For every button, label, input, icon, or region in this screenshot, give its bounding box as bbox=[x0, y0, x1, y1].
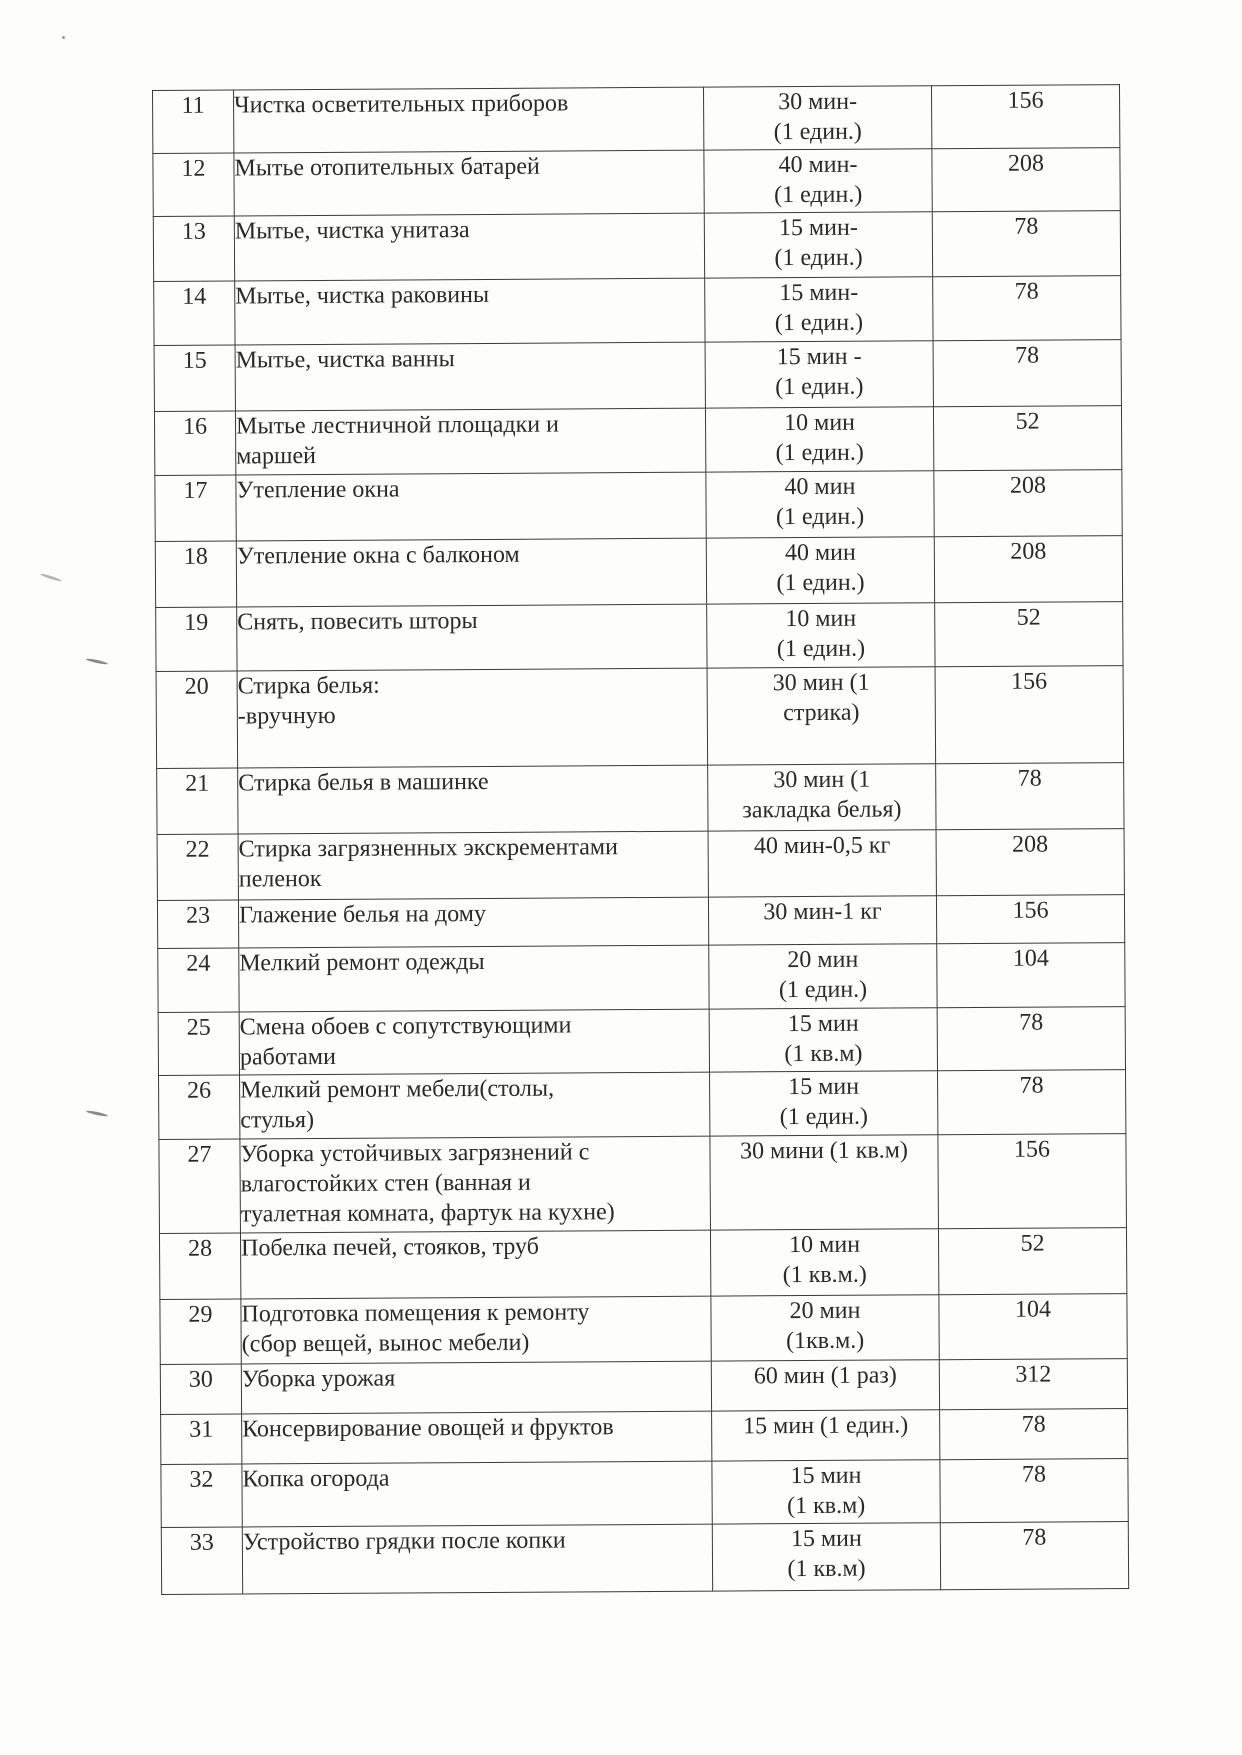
service-name-line: Консервирование овощей и фруктов bbox=[242, 1414, 614, 1443]
time-norm-line: (1 един.) bbox=[779, 1103, 868, 1131]
time-norm-line: (1 един.) bbox=[773, 181, 863, 209]
time-norm-line: закладка белья) bbox=[742, 796, 902, 824]
table-row bbox=[158, 1007, 1125, 1076]
row-number: 33 bbox=[161, 1527, 242, 1594]
table-row bbox=[155, 536, 1122, 608]
time-norm-line: (1 един.) bbox=[776, 635, 866, 663]
service-cost: 78 bbox=[940, 1459, 1128, 1523]
services-table bbox=[152, 84, 1129, 1595]
service-name bbox=[237, 668, 708, 768]
row-number: 15 bbox=[154, 345, 235, 411]
service-name bbox=[241, 1296, 711, 1364]
service-cost: 78 bbox=[937, 1007, 1125, 1071]
service-name-line: Мытье, чистка унитаза bbox=[234, 217, 470, 245]
time-norm-line: (1кв.м.) bbox=[785, 1327, 865, 1355]
time-norm bbox=[709, 944, 937, 1009]
service-name bbox=[235, 342, 705, 411]
service-cost: 78 bbox=[933, 340, 1121, 407]
service-name bbox=[239, 1009, 709, 1075]
time-norm-line: 20 мин bbox=[787, 946, 859, 974]
time-norm-line: 10 мин bbox=[789, 1231, 861, 1259]
time-norm-line: (1 един.) bbox=[775, 373, 864, 401]
services-table-body bbox=[153, 85, 1129, 1595]
row-number: 24 bbox=[158, 948, 239, 1012]
time-norm bbox=[704, 212, 932, 278]
time-norm bbox=[711, 1360, 939, 1411]
service-name-line: Побелка печей, стояков, труб bbox=[240, 1233, 539, 1262]
service-name bbox=[242, 1411, 712, 1464]
table-row bbox=[153, 211, 1120, 282]
row-number: 27 bbox=[159, 1139, 241, 1233]
service-name bbox=[240, 1230, 710, 1299]
scan-speck bbox=[40, 573, 62, 583]
service-name bbox=[235, 278, 705, 345]
service-name bbox=[236, 538, 706, 607]
time-norm-line: (1 кв.м) bbox=[787, 1555, 866, 1583]
service-cost: 78 bbox=[938, 1070, 1126, 1135]
service-name bbox=[242, 1461, 712, 1527]
service-name-line: -вручную bbox=[237, 702, 336, 730]
service-name-line: Мелкий ремонт одежды bbox=[239, 948, 485, 977]
table-row bbox=[161, 1522, 1128, 1595]
time-norm bbox=[708, 896, 936, 945]
service-name-line: Мытье лестничной площадки и bbox=[235, 411, 560, 440]
service-cost: 52 bbox=[938, 1228, 1126, 1295]
table-row bbox=[154, 340, 1121, 412]
table-row bbox=[159, 1228, 1126, 1300]
time-norm-line: (1 кв.м) bbox=[784, 1040, 863, 1068]
service-name-line: Устройство грядки после копки bbox=[242, 1527, 566, 1556]
service-name-line: Уборка урожая bbox=[241, 1365, 396, 1393]
time-norm-line: 15 мин- bbox=[779, 279, 859, 307]
row-number: 13 bbox=[153, 216, 234, 281]
time-norm bbox=[705, 277, 933, 342]
service-name bbox=[240, 1072, 710, 1139]
time-norm bbox=[705, 407, 933, 472]
service-name bbox=[240, 1136, 711, 1233]
row-number: 19 bbox=[156, 607, 237, 671]
time-norm bbox=[708, 830, 936, 897]
time-norm-line: (1 кв.м) bbox=[786, 1492, 866, 1520]
service-name-line: Уборка устойчивых загрязнений с bbox=[240, 1139, 590, 1168]
service-cost: 208 bbox=[932, 148, 1120, 212]
time-norm bbox=[704, 149, 932, 213]
time-norm-line: 10 мин bbox=[784, 409, 856, 437]
table-row bbox=[157, 763, 1124, 835]
service-cost: 78 bbox=[933, 276, 1121, 341]
service-name-line: (сбор вещей, вынос мебели) bbox=[241, 1329, 530, 1358]
service-cost: 208 bbox=[936, 829, 1124, 896]
time-norm-line: 15 мин- bbox=[778, 214, 858, 242]
service-name-line: стулья) bbox=[240, 1107, 315, 1134]
service-name bbox=[234, 150, 704, 216]
time-norm-line: 30 мин (1 bbox=[773, 766, 871, 794]
service-name-line: Стирка загрязненных экскрементами bbox=[238, 834, 618, 863]
service-cost: 156 bbox=[931, 85, 1119, 149]
row-number: 26 bbox=[159, 1075, 240, 1139]
table-row bbox=[155, 470, 1122, 542]
time-norm-line: 20 мин bbox=[789, 1297, 861, 1325]
service-cost: 104 bbox=[939, 1294, 1127, 1360]
table-row bbox=[161, 1409, 1128, 1465]
service-name-line: Глажение белья на дому bbox=[238, 900, 487, 929]
service-name-line: Подготовка помещения к ремонту bbox=[241, 1299, 590, 1328]
service-name-line: Мытье, чистка ванны bbox=[235, 346, 455, 374]
time-norm-line: (1 един.) bbox=[774, 244, 863, 272]
row-number: 31 bbox=[161, 1414, 242, 1464]
time-norm-line: (1 кв.м.) bbox=[782, 1261, 867, 1289]
scan-speck bbox=[62, 36, 65, 39]
table-row bbox=[154, 406, 1121, 476]
service-name bbox=[239, 945, 709, 1012]
time-norm-line: (1 един.) bbox=[775, 503, 865, 531]
table-row bbox=[159, 1134, 1127, 1234]
service-name-line: Утепление окна с балконом bbox=[236, 541, 520, 570]
row-number: 29 bbox=[160, 1299, 241, 1364]
row-number: 14 bbox=[154, 281, 235, 345]
time-norm-line: 40 мин bbox=[784, 473, 856, 501]
time-norm bbox=[706, 537, 934, 604]
time-norm-line: (1 един.) bbox=[778, 976, 868, 1004]
time-norm-line: (1 един.) bbox=[773, 118, 862, 146]
row-number: 16 bbox=[154, 411, 235, 475]
time-norm bbox=[712, 1523, 940, 1591]
service-name bbox=[242, 1524, 712, 1594]
scan-speck bbox=[86, 1110, 108, 1118]
service-name-line: работами bbox=[239, 1043, 337, 1071]
table-row bbox=[156, 666, 1124, 769]
row-number: 18 bbox=[155, 541, 236, 607]
time-norm-line: 30 мини (1 кв.м) bbox=[739, 1137, 909, 1165]
table-row bbox=[154, 276, 1121, 346]
time-norm bbox=[705, 341, 933, 408]
time-norm-line: стрика) bbox=[783, 699, 860, 727]
table-row bbox=[156, 602, 1123, 672]
service-cost: 156 bbox=[938, 1134, 1127, 1229]
scan-speck bbox=[86, 658, 108, 666]
time-norm bbox=[710, 1071, 938, 1136]
time-norm-line: 15 мин bbox=[790, 1525, 862, 1553]
service-name bbox=[234, 87, 704, 153]
time-norm bbox=[710, 1135, 939, 1230]
table-row bbox=[158, 943, 1125, 1013]
time-norm-line: 30 мин (1 bbox=[772, 669, 870, 697]
service-name-line: маршей bbox=[236, 443, 316, 470]
table-row bbox=[157, 895, 1124, 949]
time-norm-line: 60 мин (1 раз) bbox=[753, 1362, 897, 1390]
service-name bbox=[236, 472, 706, 541]
time-norm-line: (1 един.) bbox=[776, 569, 865, 597]
row-number: 21 bbox=[157, 768, 238, 834]
service-name-line: Утепление окна bbox=[236, 476, 400, 504]
row-number: 30 bbox=[160, 1364, 241, 1414]
time-norm-line: 30 мин- bbox=[778, 88, 858, 116]
table-row bbox=[157, 829, 1124, 901]
time-norm-line: 15 мин bbox=[788, 1073, 860, 1101]
service-name-line: Стирка белья в машинке bbox=[238, 768, 489, 797]
row-number: 25 bbox=[158, 1012, 239, 1075]
service-name bbox=[238, 897, 708, 948]
service-cost: 104 bbox=[937, 943, 1125, 1008]
row-number: 11 bbox=[153, 90, 234, 153]
service-name bbox=[237, 604, 707, 671]
table-row bbox=[160, 1359, 1127, 1415]
service-name bbox=[238, 765, 708, 834]
service-cost: 208 bbox=[934, 470, 1122, 537]
service-name-line: влагостойких стен (ванная и bbox=[240, 1169, 531, 1198]
service-cost: 78 bbox=[936, 763, 1124, 830]
service-name bbox=[238, 831, 708, 900]
service-name bbox=[241, 1361, 711, 1414]
table-row bbox=[160, 1294, 1127, 1365]
service-cost: 312 bbox=[939, 1359, 1127, 1410]
time-norm-line: 15 мин (1 един.) bbox=[743, 1412, 909, 1440]
service-cost: 78 bbox=[940, 1522, 1128, 1590]
row-number: 32 bbox=[161, 1464, 242, 1527]
row-number: 23 bbox=[157, 900, 238, 948]
time-norm-line: 15 мин - bbox=[776, 343, 862, 371]
table-row bbox=[153, 85, 1120, 154]
table-row bbox=[153, 148, 1120, 217]
service-name-line: Мытье отопительных батарей bbox=[234, 153, 540, 182]
time-norm bbox=[709, 1008, 937, 1072]
time-norm-line: (1 един.) bbox=[774, 309, 864, 337]
service-name-line: Мытье, чистка раковины bbox=[235, 281, 490, 310]
time-norm bbox=[707, 603, 935, 668]
service-cost: 52 bbox=[935, 602, 1123, 667]
table-row bbox=[161, 1459, 1128, 1528]
service-name bbox=[235, 408, 705, 475]
time-norm-line: 15 мин bbox=[787, 1010, 859, 1038]
service-cost: 52 bbox=[933, 406, 1121, 471]
time-norm bbox=[707, 667, 936, 765]
time-norm-line: 10 мин bbox=[785, 605, 857, 633]
time-norm-line: (1 един.) bbox=[775, 439, 864, 467]
service-name-line: Снять, повесить шторы bbox=[237, 608, 478, 636]
time-norm bbox=[712, 1410, 940, 1461]
row-number: 22 bbox=[157, 834, 238, 900]
service-name-line: Мелкий ремонт мебели(столы, bbox=[240, 1075, 555, 1104]
time-norm bbox=[710, 1229, 938, 1296]
time-norm-line: 40 мин-0,5 кг bbox=[753, 832, 891, 860]
row-number: 20 bbox=[156, 671, 238, 768]
time-norm-line: 40 мин- bbox=[778, 151, 858, 179]
service-cost: 78 bbox=[940, 1409, 1128, 1460]
time-norm bbox=[708, 764, 936, 831]
time-norm bbox=[703, 86, 931, 150]
service-cost: 208 bbox=[934, 536, 1122, 603]
service-name-line: Стирка белья: bbox=[237, 672, 380, 700]
service-name-line: туалетная комната, фартук на кухне) bbox=[240, 1199, 615, 1228]
time-norm bbox=[712, 1460, 940, 1524]
table-row bbox=[159, 1070, 1126, 1140]
service-name-line: Чистка осветительных приборов bbox=[234, 90, 569, 119]
service-cost: 156 bbox=[936, 895, 1124, 944]
time-norm-line: 15 мин bbox=[790, 1462, 862, 1490]
row-number: 17 bbox=[155, 475, 236, 541]
row-number: 12 bbox=[153, 153, 234, 216]
service-name-line: Смена обоев с сопутствующими bbox=[239, 1012, 572, 1041]
row-number: 28 bbox=[159, 1233, 240, 1299]
service-cost: 156 bbox=[935, 666, 1124, 764]
service-name bbox=[234, 213, 704, 281]
time-norm bbox=[711, 1295, 939, 1361]
time-norm bbox=[706, 471, 934, 538]
time-norm-line: 30 мин-1 кг bbox=[763, 898, 882, 926]
service-name-line: пеленок bbox=[238, 865, 322, 893]
service-cost: 78 bbox=[932, 211, 1120, 277]
time-norm-line: 40 мин bbox=[784, 539, 856, 567]
service-name-line: Копка огорода bbox=[242, 1465, 390, 1493]
